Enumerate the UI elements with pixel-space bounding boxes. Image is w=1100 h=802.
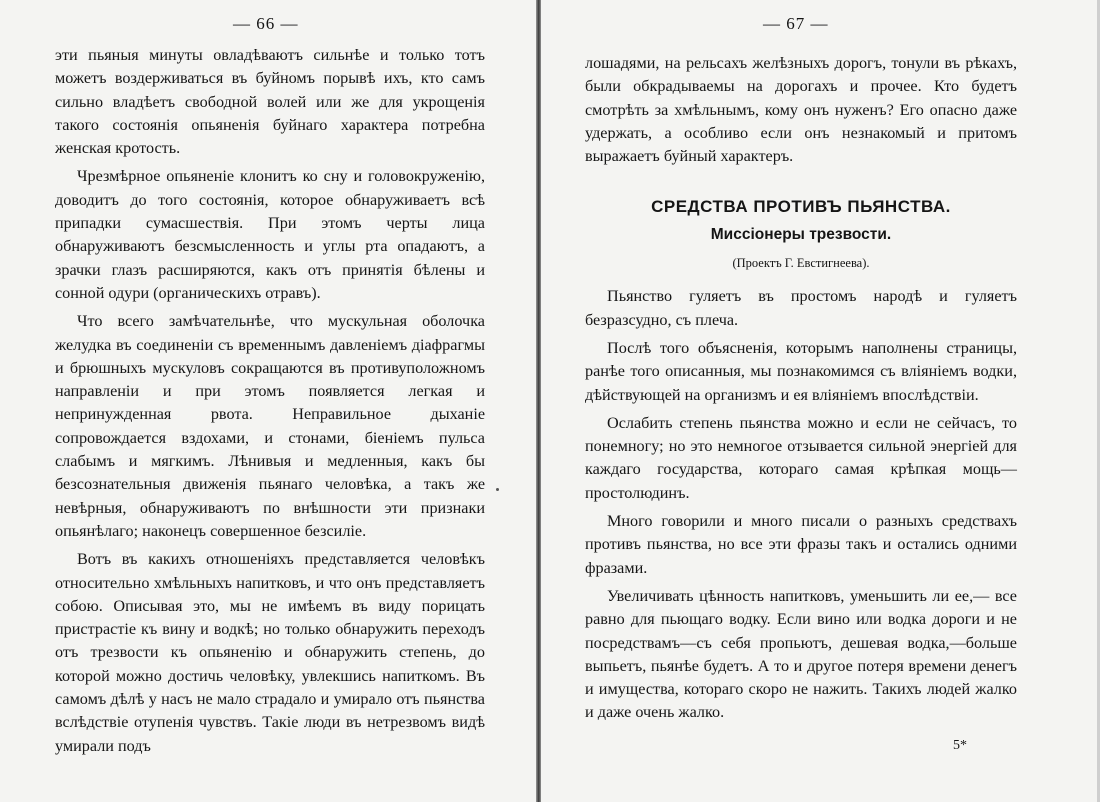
right-paragraph: Ослабить степень пьянства можно и если не сейчасъ, то понемногу; но это немногое отзывается сильной энергіей для каждаго государства, котораго самая крѣпкая мощь—простолюдинъ. bbox=[585, 413, 1017, 502]
section-heading: СРЕДСТВА ПРОТИВЪ ПЬЯНСТВА. bbox=[651, 197, 951, 217]
right-paragraph: Много говорили и много писали о разныхъ средствахъ противъ пьянства, но все эти фразы такъ и остались одними фразами. bbox=[585, 512, 1017, 577]
signature-mark: 5* bbox=[953, 738, 967, 753]
left-paragraph: Что всего замѣчательнѣе, что мускульная оболочка желудка въ соединеніи съ временнымъ давленіемъ діафрагмы и брюшныхъ мускуловъ сокращаются въ противуположномъ направленіи и при этомъ появляется легкая и непринужденная рвота. Неправильное дыханіе сопровождается вздохами, и стонами, біеніемъ пульса слабымъ и мягкимъ. Лѣнивыя и медленныя, какъ бы безсознательныя движенія пьянаго человѣка, а такъ же невѣрныя, обнаруживаютъ по внѣшности эти признаки опьянѣлаго; наконецъ совершенное безсиліе. bbox=[55, 312, 485, 540]
left-page bbox=[0, 0, 538, 802]
ink-speck bbox=[496, 488, 499, 491]
right-page-text bbox=[585, 52, 1017, 725]
left-paragraph: Вотъ въ какихъ отношеніяхъ представляется человѣкъ относительно хмѣльныхъ напитковъ, и что онъ представляетъ собою. Описывая это, мы не имѣемъ въ виду порицать пристрастіе къ вину и водкѣ; но только обнаружить переходъ отъ трезвости къ опьяненію и обнаружить степень, до которой можно достичь человѣку, увлекшись напиткомъ. Въ самомъ дѣлѣ у насъ не мало страдало и умирало отъ пьянства вслѣдствіе отупенія чувствъ. Такіе люди въ нетрезвомъ видѣ умирали подъ bbox=[55, 550, 485, 755]
right-paragraph: Увеличивать цѣнность напитковъ, уменьшить ли ее,— все равно для пьющаго водку. Если вино или водка дороги и не посредствамъ—съ себя пропьютъ, дешевая водка,—больше выпьетъ, пьянѣе будетъ. А то и другое потеря времени денегъ и имущества, котораго скоро не нажить. Такихъ людей жалко и даже очень жалко. bbox=[585, 586, 1017, 722]
left-paragraph: эти пьяныя минуты овладѣваютъ сильнѣе и только тотъ можетъ воздерживаться въ буйномъ порывѣ ихъ, кто самъ сильно владѣетъ свободной волей или же для укрощенія такого состоянія опьяненія буйнаго характера потребна женская кротость. bbox=[55, 46, 485, 158]
project-note: (Проектъ Г. Евстигнеева). bbox=[732, 256, 870, 271]
right-paragraph: Пьянство гуляетъ въ простомъ народѣ и гуляетъ безразсудно, съ плеча. bbox=[585, 287, 1017, 329]
left-page-text bbox=[55, 44, 485, 758]
left-paragraph: Чрезмѣрное опьяненіе клонитъ ко сну и головокруженію, доводитъ до того состоянія, которое обнаруживаетъ всѣ припадки сумасшествія. При этомъ черты лица обнаруживаютъ безсмысленность и углы рта опадаютъ, а зрачки глазъ расширяются, какъ отъ принятія бѣлены и сонной одури (органическихъ отравъ). bbox=[55, 167, 485, 302]
section-subheading: Миссіонеры трезвости. bbox=[710, 225, 892, 243]
right-paragraph: Послѣ того объясненія, которымъ наполнены страницы, ранѣе того описанныя, мы познакомимся съ вліяніемъ водки, дѣйствующей на организмъ и ея вліяніемъ впослѣдствіи. bbox=[585, 338, 1017, 404]
right-continuation: лошадями, на рельсахъ желѣзныхъ дорогъ, тонули въ рѣкахъ, были обкрадываемы на дорогахъ и прочее. Кто будетъ смотрѣть за хмѣльнымъ, кому онъ нуженъ? Его опасно даже удержать, а особливо если онъ незнакомый и притомъ выражаетъ буйный характеръ. bbox=[585, 54, 1017, 166]
page-number-left: — 66 — bbox=[233, 14, 299, 33]
right-page bbox=[541, 0, 1100, 802]
page-number-right: — 67 — bbox=[763, 14, 829, 33]
